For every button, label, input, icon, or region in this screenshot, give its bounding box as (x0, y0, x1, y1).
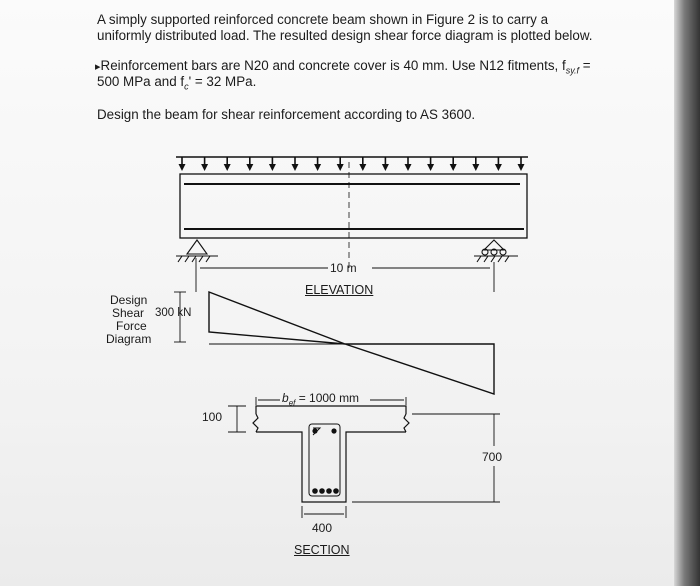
flange-width-label: $b_{ef} = 1000$ mm (282, 391, 360, 408)
span-label: 10 m (330, 261, 357, 275)
t-section (253, 406, 409, 502)
problem-line-2: uniformly distributed load. The resulted design shear force diagram is plotted below. (97, 28, 593, 43)
web-width-label: 400 (312, 521, 333, 535)
udl-arrow-head (427, 164, 434, 171)
problem-line-1: A simply supported reinforced concrete beam shown in Figure 2 is to carry a (97, 12, 549, 27)
udl-arrow-head (472, 164, 479, 171)
cursor-arrow-icon: ▸ (95, 61, 101, 73)
elevation-title: ELEVATION (305, 283, 374, 297)
sfd-label-line-3: Force (116, 319, 147, 333)
udl-arrow-head (292, 164, 299, 171)
udl-arrow-head (450, 164, 457, 171)
roller-support (474, 240, 518, 262)
sfd-label-line-1: Design (110, 293, 148, 307)
shear-force-diagram (209, 292, 494, 394)
problem-line-5: Design the beam for shear reinforcement according to AS 3600. (97, 107, 476, 122)
udl-arrow-head (269, 164, 276, 171)
flange-thickness-label: 100 (202, 410, 223, 424)
beam-elevation (180, 162, 527, 268)
section-dimensions (228, 397, 503, 518)
udl-arrow-head (495, 164, 502, 171)
sfd-label-line-2: Shear (112, 306, 145, 320)
udl-arrow-head (246, 164, 253, 171)
problem-line-4: 500 MPa and $f_c' = 32$ MPa. (97, 74, 257, 92)
udl-arrow-head (382, 164, 389, 171)
udl-arrow-head (201, 164, 208, 171)
udl-arrow-head (314, 164, 321, 171)
sfd-label-line-4: Diagram (106, 332, 152, 346)
udl-arrow-head (405, 164, 412, 171)
udl-arrow-head (359, 164, 366, 171)
udl-arrow-head (518, 164, 525, 171)
udl-arrow-head (179, 164, 186, 171)
udl-load-arrows (176, 157, 528, 171)
problem-line-3: ▸Reinforcement bars are N20 and concrete cover is 40 mm. Use N12 fitments, $f_{sy.f}$ = (95, 58, 591, 76)
section-bars (312, 428, 339, 493)
total-depth-label: 700 (482, 450, 503, 464)
udl-arrow-head (337, 164, 344, 171)
section-title: SECTION (294, 543, 350, 557)
udl-arrow-head (224, 164, 231, 171)
shear-value-label: 300 kN (155, 307, 192, 319)
pin-support (176, 240, 218, 262)
